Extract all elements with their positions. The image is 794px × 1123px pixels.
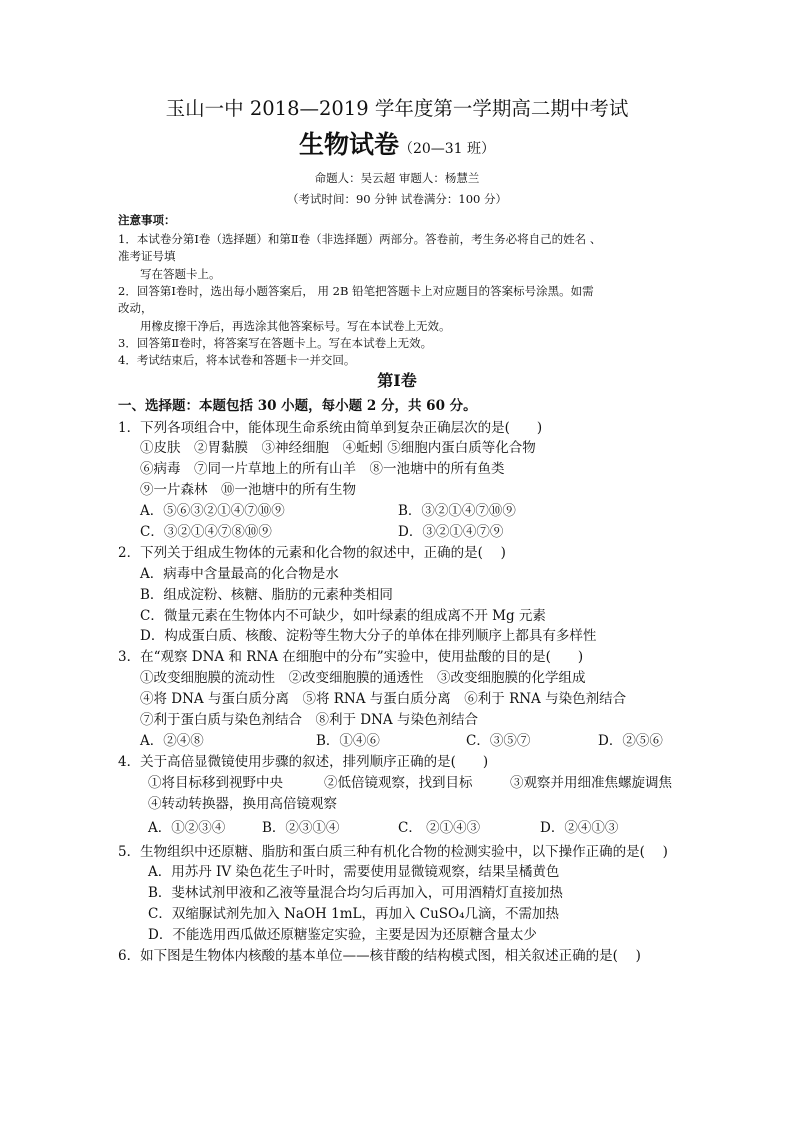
question-1-option-a: A．⑤⑥③②①④⑦⑩⑨ — [140, 503, 285, 519]
subject-name: 生物试卷 — [298, 130, 399, 159]
question-1-line: ⑨一片森林 ⑩一池塘中的所有生物 — [140, 482, 356, 498]
author-line: 命题人：吴云超 审题人：杨慧兰 — [314, 171, 480, 185]
class-range: （20—31 班） — [398, 141, 496, 157]
note-line: 改动， — [118, 301, 153, 315]
section-title: 第Ⅰ卷 — [377, 371, 417, 390]
notes-heading: 注意事项： — [118, 213, 176, 227]
question-4-stem: 4．关于高倍显微镜使用步骤的叙述，排列顺序正确的是( ) — [118, 754, 489, 770]
question-5-option-b: B．斐林试剂甲液和乙液等量混合均匀后再加入，可用酒精灯直接加热 — [148, 885, 563, 901]
question-2-option-c: C．微量元素在生物体内不可缺少，如叶绿素的组成离不开 Mg 元素 — [140, 608, 546, 624]
exam-info: （考试时间：90 分钟 试卷满分：100 分） — [286, 192, 508, 206]
question-4-step: ③观察并用细准焦螺旋调焦 — [510, 775, 672, 791]
subject-title — [0, 128, 794, 166]
question-3-option-a: A．②④⑧ — [140, 733, 204, 749]
question-3-line: ①改变细胞膜的流动性 ②改变细胞膜的通透性 ③改变细胞膜的化学组成 — [140, 670, 586, 686]
question-3-option-b: B．①④⑥ — [316, 733, 380, 749]
note-line: 准考证号填 — [118, 249, 176, 263]
note-line: 写在答题卡上。 — [140, 267, 221, 281]
question-1-option-b: B．③②①④⑦⑩⑨ — [398, 503, 516, 519]
note-line: 4．考试结束后，将本试卷和答题卡一并交回。 — [118, 353, 356, 367]
question-3-stem: 3．在“观察 DNA 和 RNA 在细胞中的分布”实验中，使用盐酸的目的是( ) — [118, 649, 584, 665]
question-5-option-c: C．双缩脲试剂先加入 NaOH 1mL，再加入 CuSO₄几滴，不需加热 — [148, 906, 560, 922]
exam-title: 玉山一中 2018—2019 学年度第一学期高二期中考试 — [165, 97, 629, 120]
question-4-step: ①将目标移到视野中央 — [148, 775, 283, 791]
question-3-option-c: C．③⑤⑦ — [466, 733, 531, 749]
question-3-line: ⑦利于蛋白质与染色剂结合 ⑧利于 DNA 与染色剂结合 — [140, 712, 478, 728]
question-4-step: ④转动转换器，换用高倍镜观察 — [148, 796, 337, 812]
question-2-stem: 2．下列关于组成生物体的元素和化合物的叙述中，正确的是( ) — [118, 545, 506, 561]
question-3-option-d: D．②⑤⑥ — [598, 733, 663, 749]
question-3-line: ④将 DNA 与蛋白质分离 ⑤将 RNA 与蛋白质分离 ⑥利于 RNA 与染色剂结合 — [140, 691, 627, 707]
question-5-stem: 5．生物组织中还原糖、脂肪和蛋白质三种有机化合物的检测实验中，以下操作正确的是( ) — [118, 844, 668, 860]
question-4-option-b: B．②③①④ — [262, 820, 340, 836]
section-instruction: 一、选择题：本题包括 30 小题，每小题 2 分，共 60 分。 — [118, 398, 477, 414]
question-4-option-d: D．②④①③ — [540, 820, 619, 836]
question-4-option-a: A．①②③④ — [148, 820, 226, 836]
question-4-step: ②低倍镜观察，找到目标 — [324, 775, 473, 791]
question-2-option-a: A．病毒中含量最高的化合物是水 — [140, 566, 339, 582]
question-2-option-d: D．构成蛋白质、核酸、淀粉等生物大分子的单体在排列顺序上都具有多样性 — [140, 628, 597, 644]
question-1-line: ⑥病毒 ⑦同一片草地上的所有山羊 ⑧一池塘中的所有鱼类 — [140, 461, 505, 477]
note-line: 1．本试卷分第Ⅰ卷（选择题）和第Ⅱ卷（非选择题）两部分。答卷前，考生务必将自己的姓名 、 — [118, 232, 602, 246]
note-line: 3．回答第Ⅱ卷时，将答案写在答题卡上。写在本试卷上无效。 — [118, 336, 433, 350]
question-6-stem: 6．如下图是生物体内核酸的基本单位——核苷酸的结构模式图，相关叙述正确的是( ) — [118, 948, 641, 964]
question-4-option-c: C． ②①④③ — [398, 820, 481, 836]
question-1-line: ①皮肤 ②胃黏膜 ③神经细胞 ④蚯蚓 ⑤细胞内蛋白质等化合物 — [140, 440, 536, 456]
question-2-option-b: B．组成淀粉、核糖、脂肪的元素种类相同 — [140, 587, 393, 603]
note-line: 用橡皮擦干净后，再选涂其他答案标号。写在本试卷上无效。 — [140, 319, 451, 333]
question-1-option-c: C．③②①④⑦⑧⑩⑨ — [140, 524, 272, 540]
question-5-option-d: D．不能选用西瓜做还原糖鉴定实验，主要是因为还原糖含量太少 — [148, 927, 537, 943]
question-5-option-a: A．用苏丹 IV 染色花生子叶时，需要使用显微镜观察，结果呈橘黄色 — [148, 864, 560, 880]
note-line: 2．回答第Ⅰ卷时，选出每小题答案后， 用 2B 铅笔把答题卡上对应题目的答案标号涂黑。如需 — [118, 284, 594, 298]
question-1-stem: 1．下列各项组合中，能体现生命系统由简单到复杂正确层次的是( ) — [118, 420, 543, 436]
question-1-option-d: D．③②①④⑦⑨ — [398, 524, 504, 540]
